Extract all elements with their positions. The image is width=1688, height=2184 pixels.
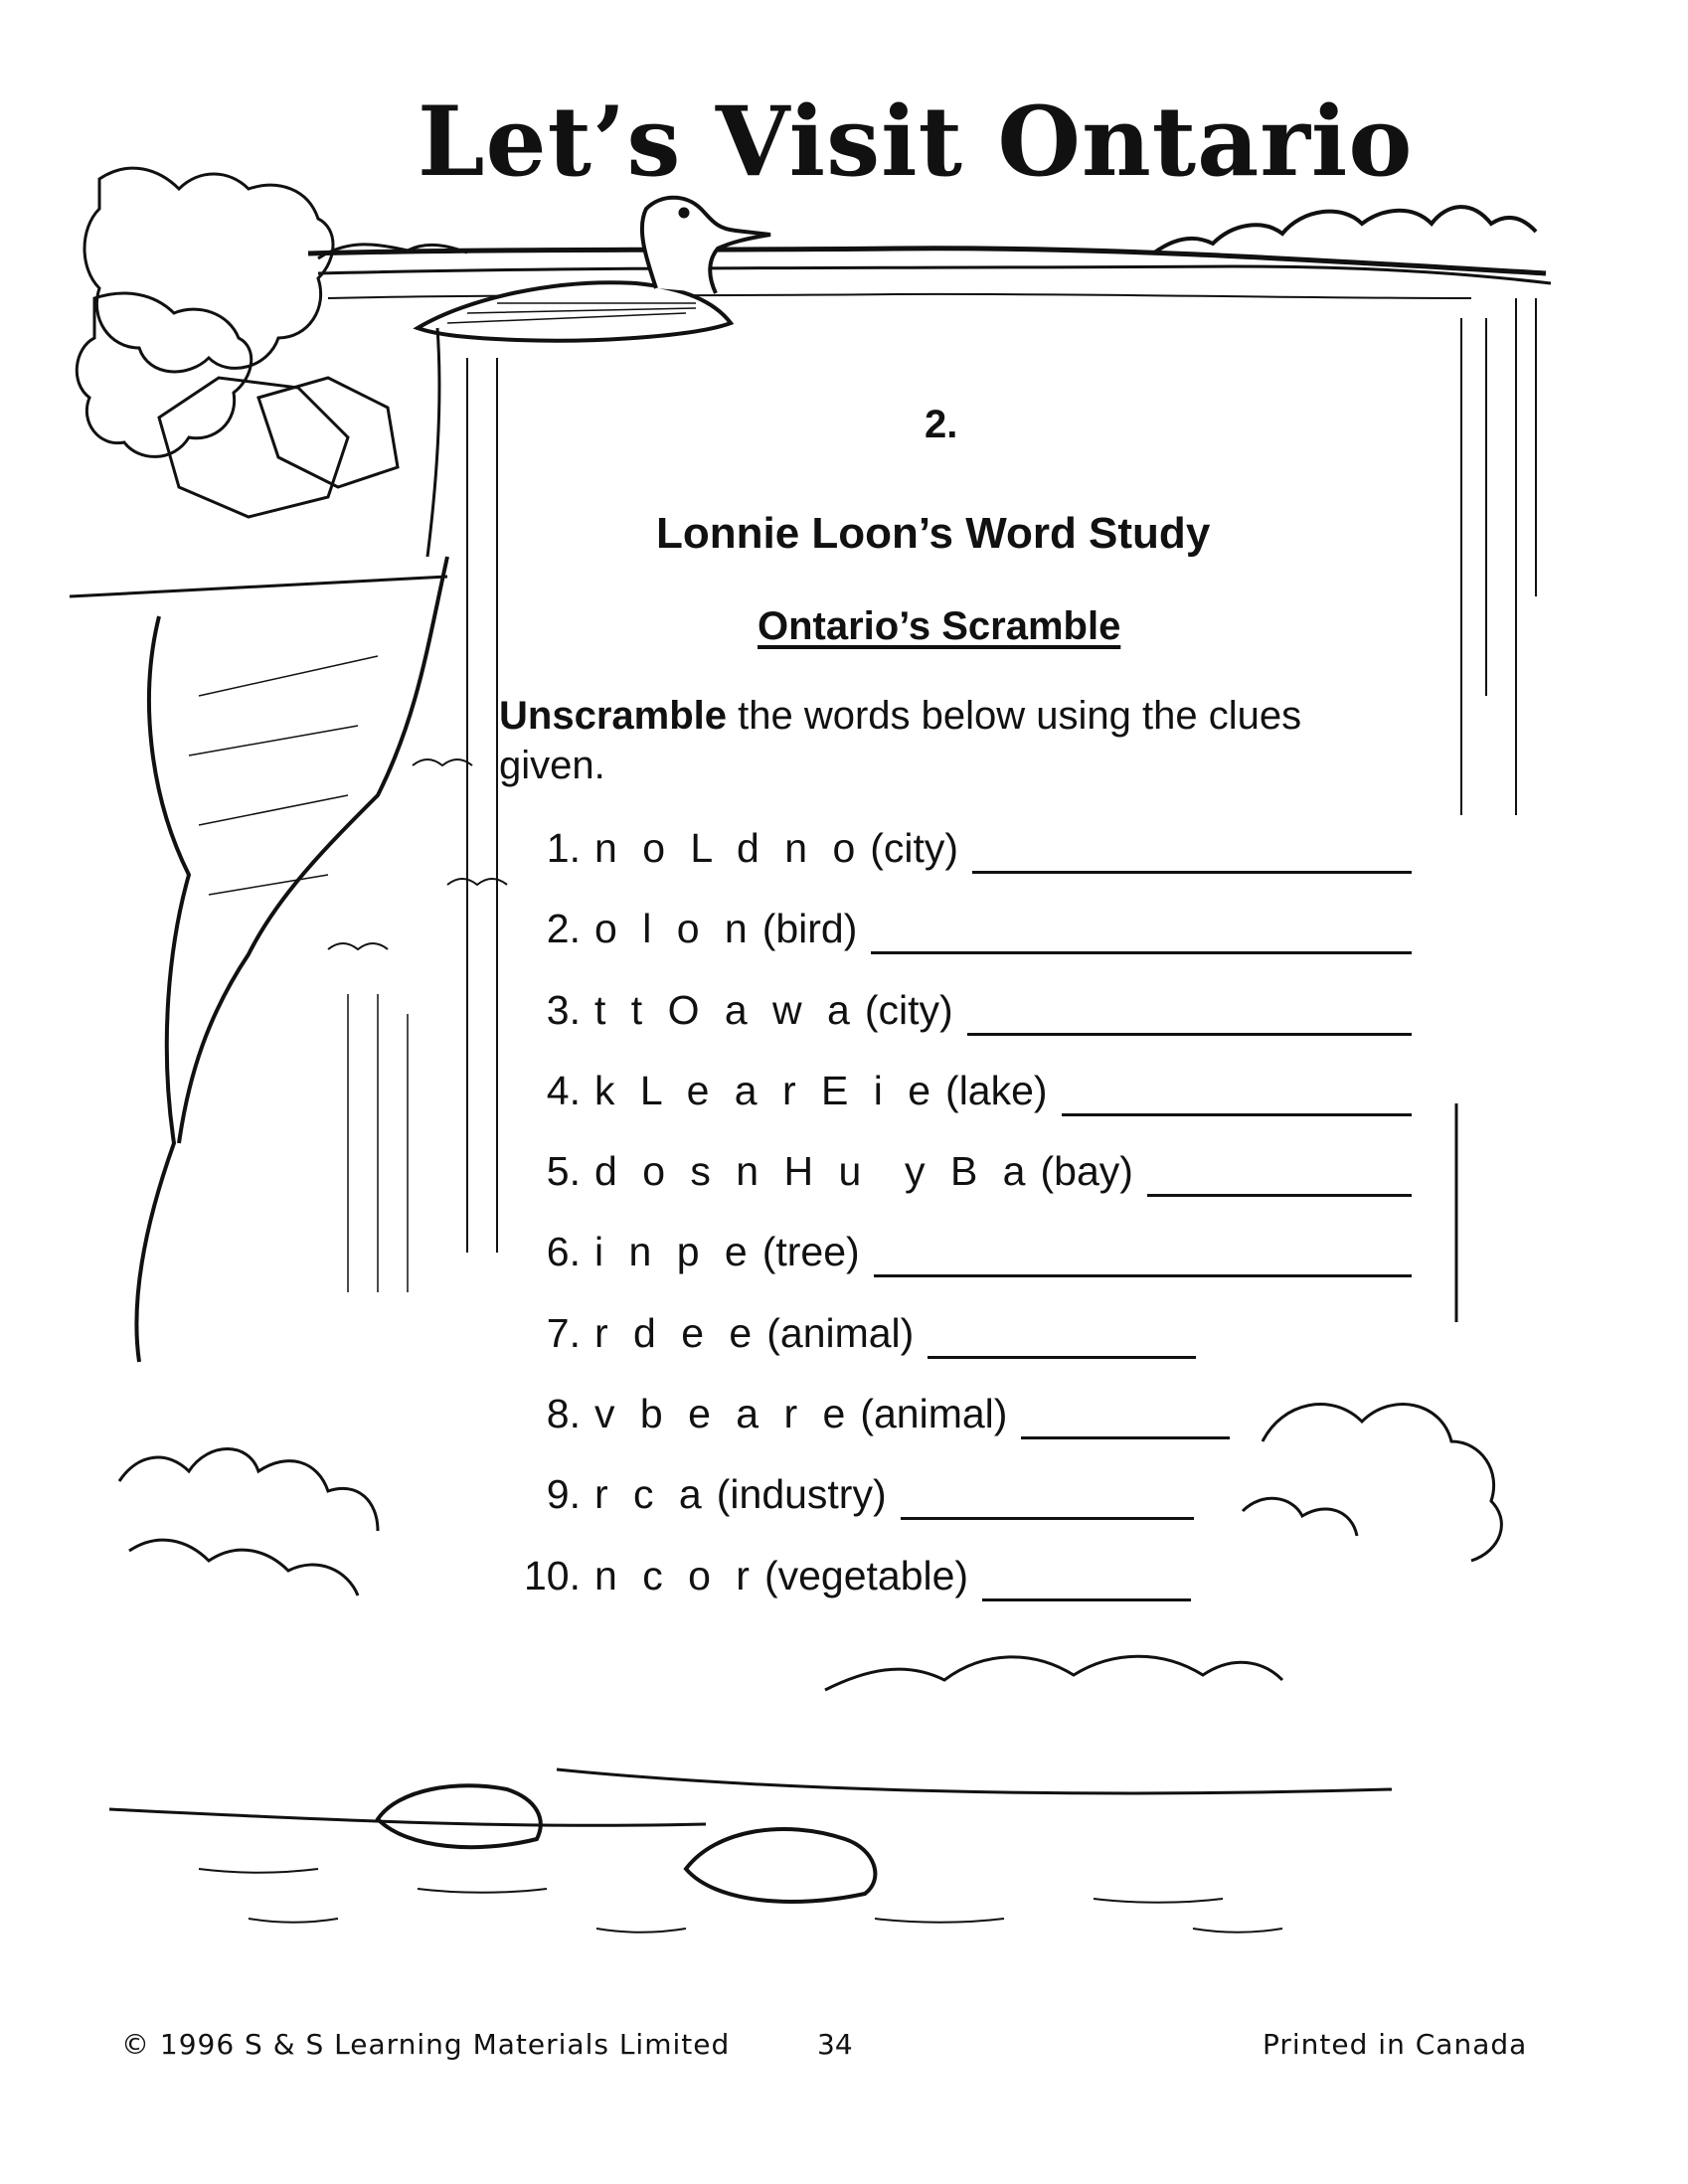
section-title: Lonnie Loon’s Word Study [656, 509, 1211, 558]
scrambled-letters: n o L d n o [594, 825, 863, 871]
item-number: 5. [546, 1148, 581, 1195]
scramble-item [507, 1389, 1402, 1469]
item-number: 1. [546, 825, 581, 871]
scramble-item [507, 1469, 1402, 1550]
instruction-text: the words below using the clues given. [499, 694, 1302, 787]
scramble-item [507, 1308, 1402, 1389]
item-clue: (city) [870, 825, 959, 871]
item-clue: (city) [864, 986, 953, 1033]
item-number: 3. [546, 986, 581, 1033]
answer-line[interactable] [982, 1551, 1191, 1601]
copyright-notice: © 1996 S & S Learning Materials Limited [121, 2028, 731, 2061]
scramble-item [507, 1146, 1402, 1227]
page-number: 34 [817, 2028, 853, 2061]
scramble-item [507, 1227, 1402, 1307]
scrambled-letters: k L e a r E i e [594, 1067, 938, 1113]
answer-line[interactable] [928, 1308, 1196, 1359]
scrambled-letters: o l o n [594, 906, 755, 952]
answer-line[interactable] [967, 985, 1412, 1036]
scrambled-letters: r c a [594, 1471, 709, 1518]
page-title: Let’s Visit Ontario [418, 85, 1414, 198]
scramble-item [507, 985, 1402, 1066]
answer-line[interactable] [1062, 1066, 1412, 1116]
item-clue: (animal) [860, 1391, 1008, 1437]
scramble-item [507, 904, 1402, 984]
answer-line[interactable] [901, 1469, 1194, 1520]
scrambled-letters: t t O a w a [594, 986, 857, 1033]
item-number: 2. [546, 906, 581, 952]
item-clue: (animal) [766, 1309, 915, 1356]
scrambled-letters: r d e e [594, 1309, 760, 1356]
scramble-item [507, 1066, 1402, 1146]
item-clue: (bay) [1040, 1148, 1133, 1195]
scrambled-letters: v b e a r e [594, 1391, 853, 1437]
item-number: 4. [546, 1067, 581, 1113]
scramble-item [507, 823, 1402, 904]
item-clue: (industry) [716, 1471, 887, 1518]
instructions [499, 691, 1344, 790]
answer-line[interactable] [1021, 1389, 1230, 1439]
item-number: 9. [546, 1471, 581, 1518]
item-number: 7. [546, 1309, 581, 1356]
answer-line[interactable] [972, 823, 1412, 874]
item-number: 6. [546, 1229, 581, 1275]
answer-line[interactable] [871, 904, 1412, 954]
scrambled-letters: n c o r [594, 1552, 757, 1598]
activity-subtitle: Ontario’s Scramble [758, 604, 1121, 648]
answer-line[interactable] [1147, 1146, 1412, 1197]
instruction-emphasis: Unscramble [499, 694, 727, 738]
answer-line[interactable] [874, 1227, 1412, 1277]
item-clue: (vegetable) [763, 1552, 969, 1598]
scrambled-letters: i n p e [594, 1229, 755, 1275]
item-clue: (tree) [761, 1229, 860, 1275]
item-clue: (bird) [761, 906, 858, 952]
item-clue: (lake) [945, 1067, 1048, 1113]
scramble-item [507, 1551, 1402, 1631]
item-number: 10. [524, 1552, 581, 1598]
item-number: 8. [546, 1391, 581, 1437]
scrambled-letters: d o s n H u y B a [594, 1148, 1033, 1195]
printed-in-notice: Printed in Canada [1263, 2028, 1528, 2061]
scramble-list [507, 823, 1402, 1631]
section-number: 2. [925, 403, 958, 446]
